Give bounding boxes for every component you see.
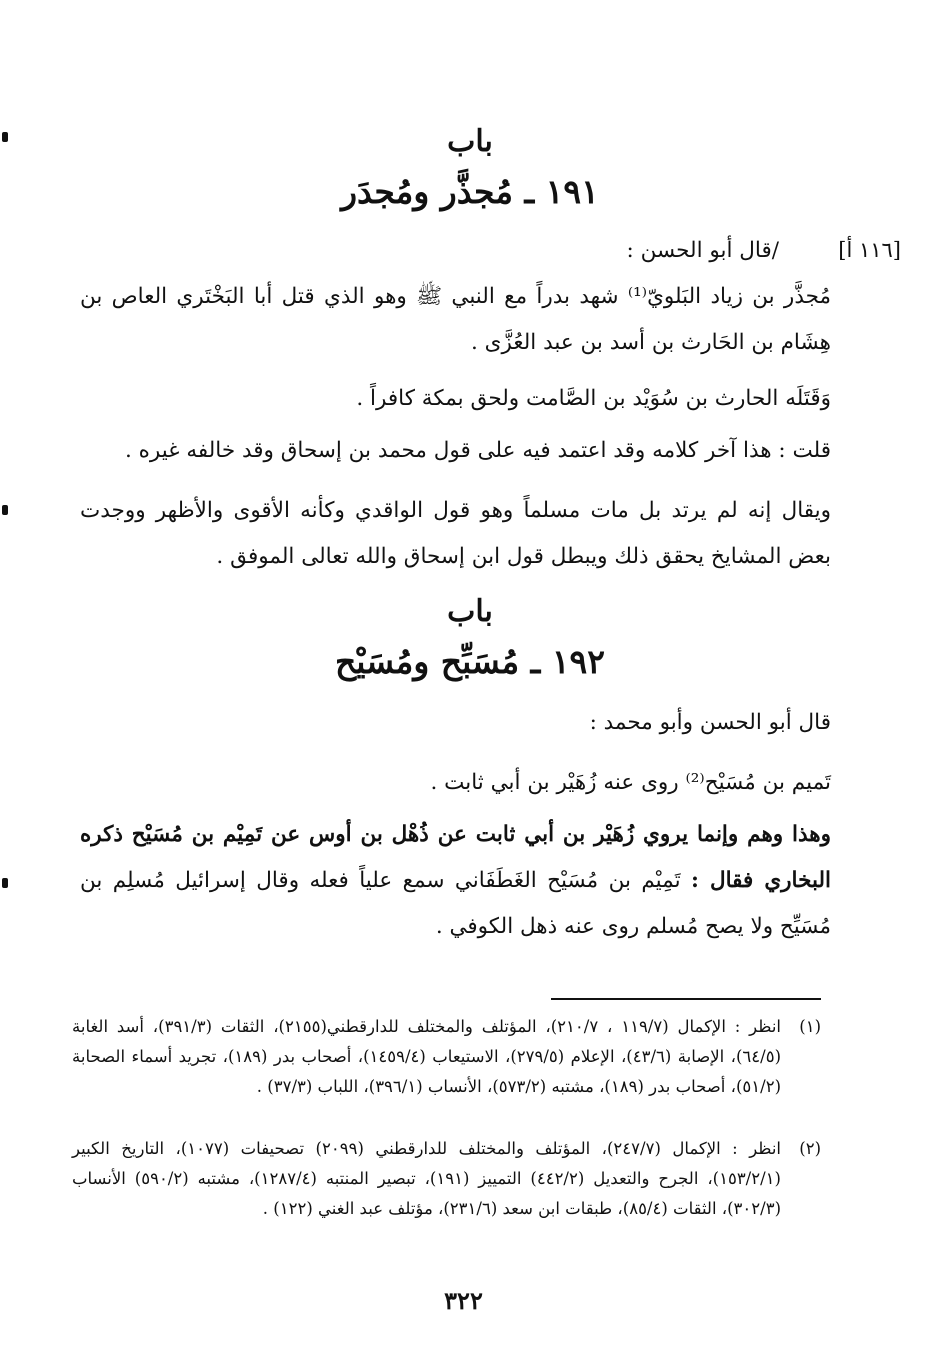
section-191-title: ١٩١ ـ مُجذَّر ومُجدَر [341,172,599,211]
section-191-paragraph-1-text: مُجذَّر بن زياد البَلويّ⁽¹⁾ شهد بدراً مع النبي ﷺ وهو الذي قتل أبا البَخْتَري العاص بن هِشَام بن الحَارث بن أسد بن عبد العُزَّى . [80,284,831,355]
section-192-paragraph-1: تَميم بن مُسَيْح⁽²⁾ روى عنه زُهَيْر بن أبي ثابت . [430,770,831,795]
footnote-1-text: انظر : الإكمال (١١٩/٧ ، ٢١٠/٧)، المؤتلف والمختلف للدارقطني(٢١٥٥)، الثقات (٣٩١/٣)، أسد الغابة (٦٤/٥)، الإصابة (٤٣/٦)، الإعلام (٢٧٩/٥)، الاستيعاب (١٤٥٩/٤)، أصحاب بدر (١٨٩)، تجريد أسماء الصحابة (٥١/٢)، أصحاب بدر (١٨٩)، مشتبه (٥٧٣/٢)، الأنساب (٣٩٦/١)، اللباب (٣٧/٣) . [72,1017,782,1096]
footnote-2 [72,1134,821,1224]
footnote-1 [72,1012,821,1102]
section-192-paragraph-2 [80,812,831,950]
section-192-title: ١٩٢ ـ مُسَبِّح ومُسَيْح [334,642,605,681]
section-191-paragraph-1 [80,274,831,366]
section-191-bab: باب [447,124,493,159]
section-191-speaker: /قال أبو الحسن : [626,238,779,263]
page-number: ٣٢٢ [444,1286,483,1315]
section-192-bab: باب [447,594,493,629]
section-192-paragraph-2-rest: تَمِيْم بن مُسَيْح الغَطَفَاني سمع علياً فعله وقال إسرائيل مُسلِم بن مُسَيِّح ولا يصح مُسلم روى عنه ذهل الكوفي . [80,868,831,939]
section-191-paragraph-3: قلت : هذا آخر كلامه وقد اعتمد فيه على قول محمد بن إسحاق وقد خالفه غيره . [124,438,831,463]
section-192-paragraph-2-lead: وهذا وهم وإنما يروي زُهَيْر بن أبي ثابت عن ذُهْل بن أوس عن تَمِيْم بن مُسَيْح ذكره البخاري فقال : [80,822,831,893]
footnote-2-text: انظر : الإكمال (٢٤٧/٧)، المؤتلف والمختلف للدارقطني (٢٠٩٩) تصحيفات (١٠٧٧)، التاريخ الكبير (١٥٣/٢/١)، الجرح والتعديل (٤٤٢/٢) التمييز (١٩١)، تبصير المنتبه (١٢٨٧/٤)، مشتبه (٥٩٠/٢) الأنساب (٣٠٢/٣)، الثقات (٨٥/٤)، طبقات ابن سعد (٢٣١/٦)، مؤتلف عبد الغني (١٢٢) . [72,1139,782,1218]
section-191-paragraph-4: ويقال إنه لم يرتد بل مات مسلماً وهو قول الواقدي وكأنه الأقوى والأظهر ووجدت بعض المشايخ يحقق ذلك ويبطل قول ابن إسحاق والله تعالى الموفق . [80,498,831,569]
footnote-2-number: (٢) [799,1139,821,1158]
footnote-1-number: (١) [799,1017,821,1036]
margin-mark [2,505,8,515]
section-191-paragraph-2: وَقَتَلَه الحارث بن سُوَيْد بن الصَّامت ولحق بمكة كافراً . [356,386,831,411]
footnote-separator [551,998,821,1000]
folio-marker: [١١٦ أ] [838,238,901,262]
margin-mark [2,132,8,142]
section-192-speaker: قال أبو الحسن وأبو محمد : [589,710,831,735]
margin-mark [2,878,8,888]
